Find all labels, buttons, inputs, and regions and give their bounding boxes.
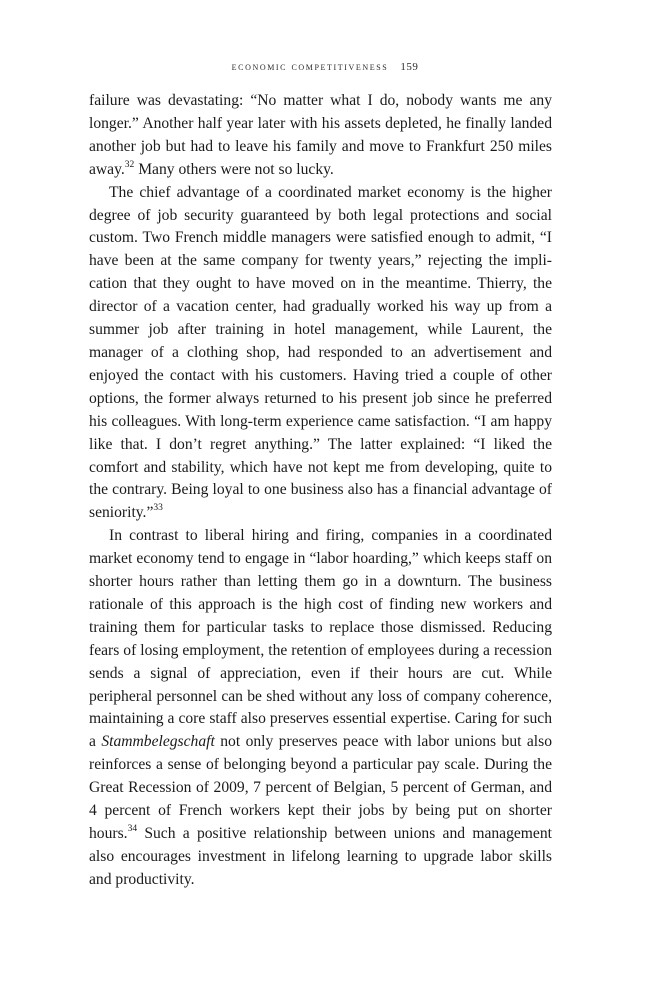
text-segment: not only preserves peace with labor unions but also reinforces a sense of belonging beyond a particular pay scale. During the Great Recession of 2009, 7 percent of Belgian, 5 percent of German, and 4 percent of French workers kept their jobs by being put on shorter hours. [89,733,552,842]
footnote-marker: 32 [124,159,135,170]
running-head-title: economic competitiveness [231,61,389,73]
paragraph [89,182,552,526]
text-segment: Such a positive relationship between unions and management also encourages investment in lifelong learning to upgrade labor skills and productivity. [89,825,552,888]
paragraph [89,90,552,182]
text-segment: In contrast to liberal hiring and firing, companies in a coordinated market economy tend to engage in “labor hoarding,” which keeps staff on shorter hours rather than letting them go in a downturn. The business rationale of this approach is the high cost of finding new workers and training them for particular tasks to replace those dismissed. Reducing fears of losing employment, the retention of employees during a recession sends a signal of appreciation, even if their hours are cut. While peripheral personnel can be shed without any loss of company coherence, maintaining a core staff also preserves essential expertise. Caring for such a [89,527,552,751]
text-segment: Many others were not so lucky. [134,160,334,178]
running-head [0,61,650,73]
paragraph [89,525,552,892]
italic-term: Stammbelegschaft [101,733,215,751]
page-number: 159 [400,61,419,73]
footnote-marker: 34 [127,823,138,834]
text-segment: failure was devastating: “No matter what I do, nobody wants me any longer.” Another half year later with his assets depleted, he finally landed another job but had to leave his family and move to Frankfurt 250 miles away. [89,92,552,178]
footnote-marker: 33 [153,503,163,514]
body-text [89,90,552,892]
text-segment: The chief advantage of a coordinated market economy is the higher degree of job security guaranteed by both legal protections and social custom. Two French middle managers were satisfied enough to admit, “I have been at the same company for twenty years,” rejecting the implication that they ought to have moved on in the meantime. Thierry, the director of a vacation center, had gradually worked his way up from a summer job after training in hotel management, while Laurent, the manager of a clothing shop, had responded to an advertisement and enjoyed the contact with his customers. Having tried a couple of other options, the former always returned to his present job since he preferred his colleagues. With long-term experience came satisfaction. “I am happy like that. I don’t regret anything.” The latter explained: “I liked the comfort and stability, which have not kept me from developing, quite to the contrary. Being loyal to one business also has a financial advantage of seniority.” [89,183,552,522]
